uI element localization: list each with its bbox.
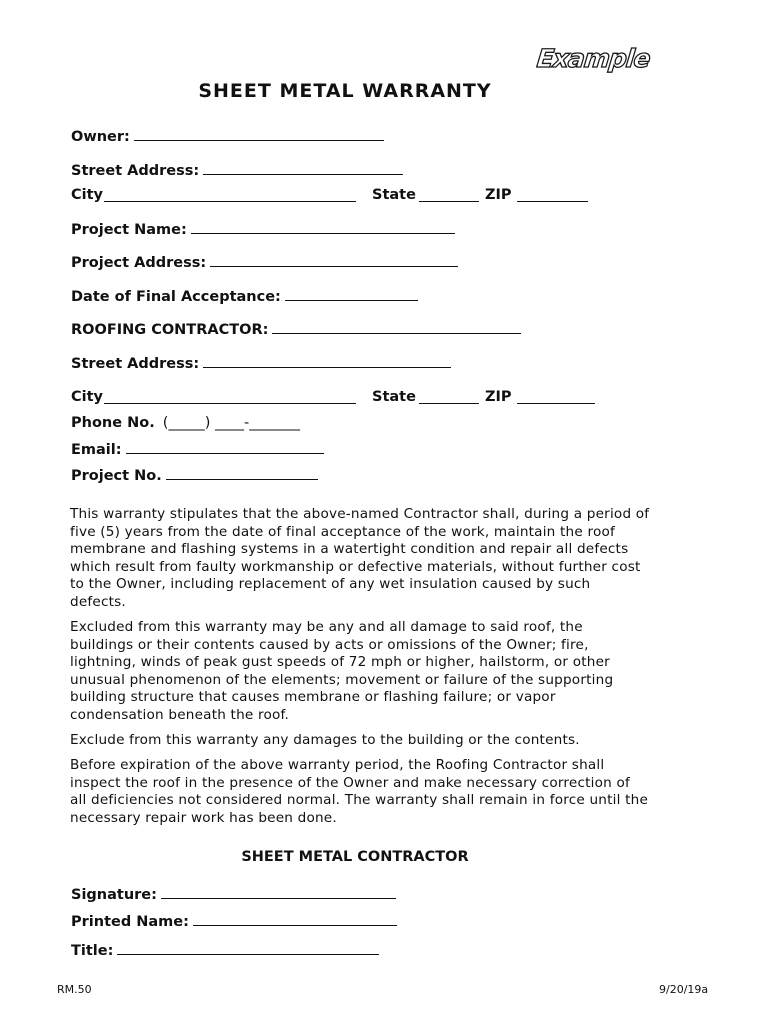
contractor-city-field[interactable] [104, 390, 356, 404]
contractor-street-field[interactable] [203, 354, 451, 368]
project-no-field[interactable] [166, 466, 318, 480]
title-row [71, 941, 379, 960]
contractor-city-label: City [71, 389, 103, 405]
contractor-state-field[interactable] [419, 390, 479, 404]
project-no-label: Project No. [71, 468, 162, 484]
roofing-contractor-field[interactable] [272, 320, 521, 334]
project-address-row [71, 253, 458, 272]
owner-state-label: State [372, 187, 416, 203]
sheet-metal-contractor-heading: SHEET METAL CONTRACTOR [241, 849, 469, 865]
signature-label: Signature: [71, 887, 157, 903]
contractor-street-label: Street Address: [71, 356, 200, 372]
owner-city-row [71, 186, 671, 204]
printed-name-label: Printed Name: [71, 914, 189, 930]
email-field[interactable] [126, 440, 324, 454]
owner-street-row [71, 161, 403, 180]
project-address-field[interactable] [210, 253, 458, 267]
title-label: Title: [71, 943, 114, 959]
email-row [71, 440, 324, 459]
owner-field[interactable] [134, 127, 384, 141]
phone-row [71, 414, 300, 432]
phone-field[interactable]: (_____) ____-_______ [162, 415, 300, 431]
form-id: RM.50 [57, 983, 92, 996]
title-field[interactable] [117, 941, 379, 955]
email-label: Email: [71, 442, 122, 458]
owner-zip-label: ZIP [485, 187, 512, 203]
date-final-label: Date of Final Acceptance: [71, 289, 281, 305]
project-name-field[interactable] [191, 220, 455, 234]
date-final-field[interactable] [285, 287, 418, 301]
project-name-row [71, 220, 455, 239]
project-address-label: Project Address: [71, 255, 207, 271]
roofing-contractor-label: ROOFING CONTRACTOR: [71, 322, 269, 338]
owner-street-field[interactable] [203, 161, 403, 175]
project-name-label: Project Name: [71, 222, 187, 238]
owner-city-field[interactable] [104, 188, 356, 202]
contractor-zip-field[interactable] [517, 390, 595, 404]
revision-date: 9/20/19a [659, 983, 709, 996]
exclude-damages-paragraph: Exclude from this warranty any damages to the building or the contents. [70, 732, 580, 748]
signature-row [71, 885, 396, 904]
warranty-paragraph: This warranty stipulates that the above-named Contractor shall, during a period of five (5) years from the date of final acceptance of the work, maintain the roof membrane and flashing systems in a watertight condition and repair all defects which result from faulty workmanship or defective materials, without further cost to the Owner, including replacement of any wet insulation caused by such defects. [70, 506, 650, 610]
signature-field[interactable] [161, 885, 396, 899]
exclusions-paragraph: Excluded from this warranty may be any and all damage to said roof, the buildings or their contents caused by acts or omissions of the Owner; fire, lightning, winds of peak gust speeds of 72 mph or higher, hailstorm, or other unusual phenomenon of the elements; movement or failure of the supporting building structure that causes membrane or flashing failure; or vapor condensation beneath the roof. [70, 619, 614, 723]
contractor-zip-label: ZIP [485, 389, 512, 405]
date-final-row [71, 287, 418, 306]
contractor-city-row [71, 388, 671, 406]
printed-name-field[interactable] [193, 912, 397, 926]
owner-city-label: City [71, 187, 103, 203]
owner-state-field[interactable] [419, 188, 479, 202]
example-stamp: Example [535, 44, 652, 73]
owner-zip-field[interactable] [517, 188, 588, 202]
owner-street-label: Street Address: [71, 163, 200, 179]
owner-label: Owner: [71, 129, 130, 145]
contractor-street-row [71, 354, 451, 373]
phone-label: Phone No. [71, 415, 155, 431]
owner-row [71, 127, 384, 146]
project-no-row [71, 466, 318, 485]
inspection-paragraph: Before expiration of the above warranty period, the Roofing Contractor shall inspect the roof in the presence of the Owner and make necessary correction of all deficiencies not considered normal. The warranty shall remain in force until the necessary repair work has been done. [70, 757, 649, 826]
contractor-state-label: State [372, 389, 416, 405]
document-title: SHEET METAL WARRANTY [198, 80, 492, 102]
roofing-contractor-row [71, 320, 521, 339]
printed-name-row [71, 912, 397, 931]
